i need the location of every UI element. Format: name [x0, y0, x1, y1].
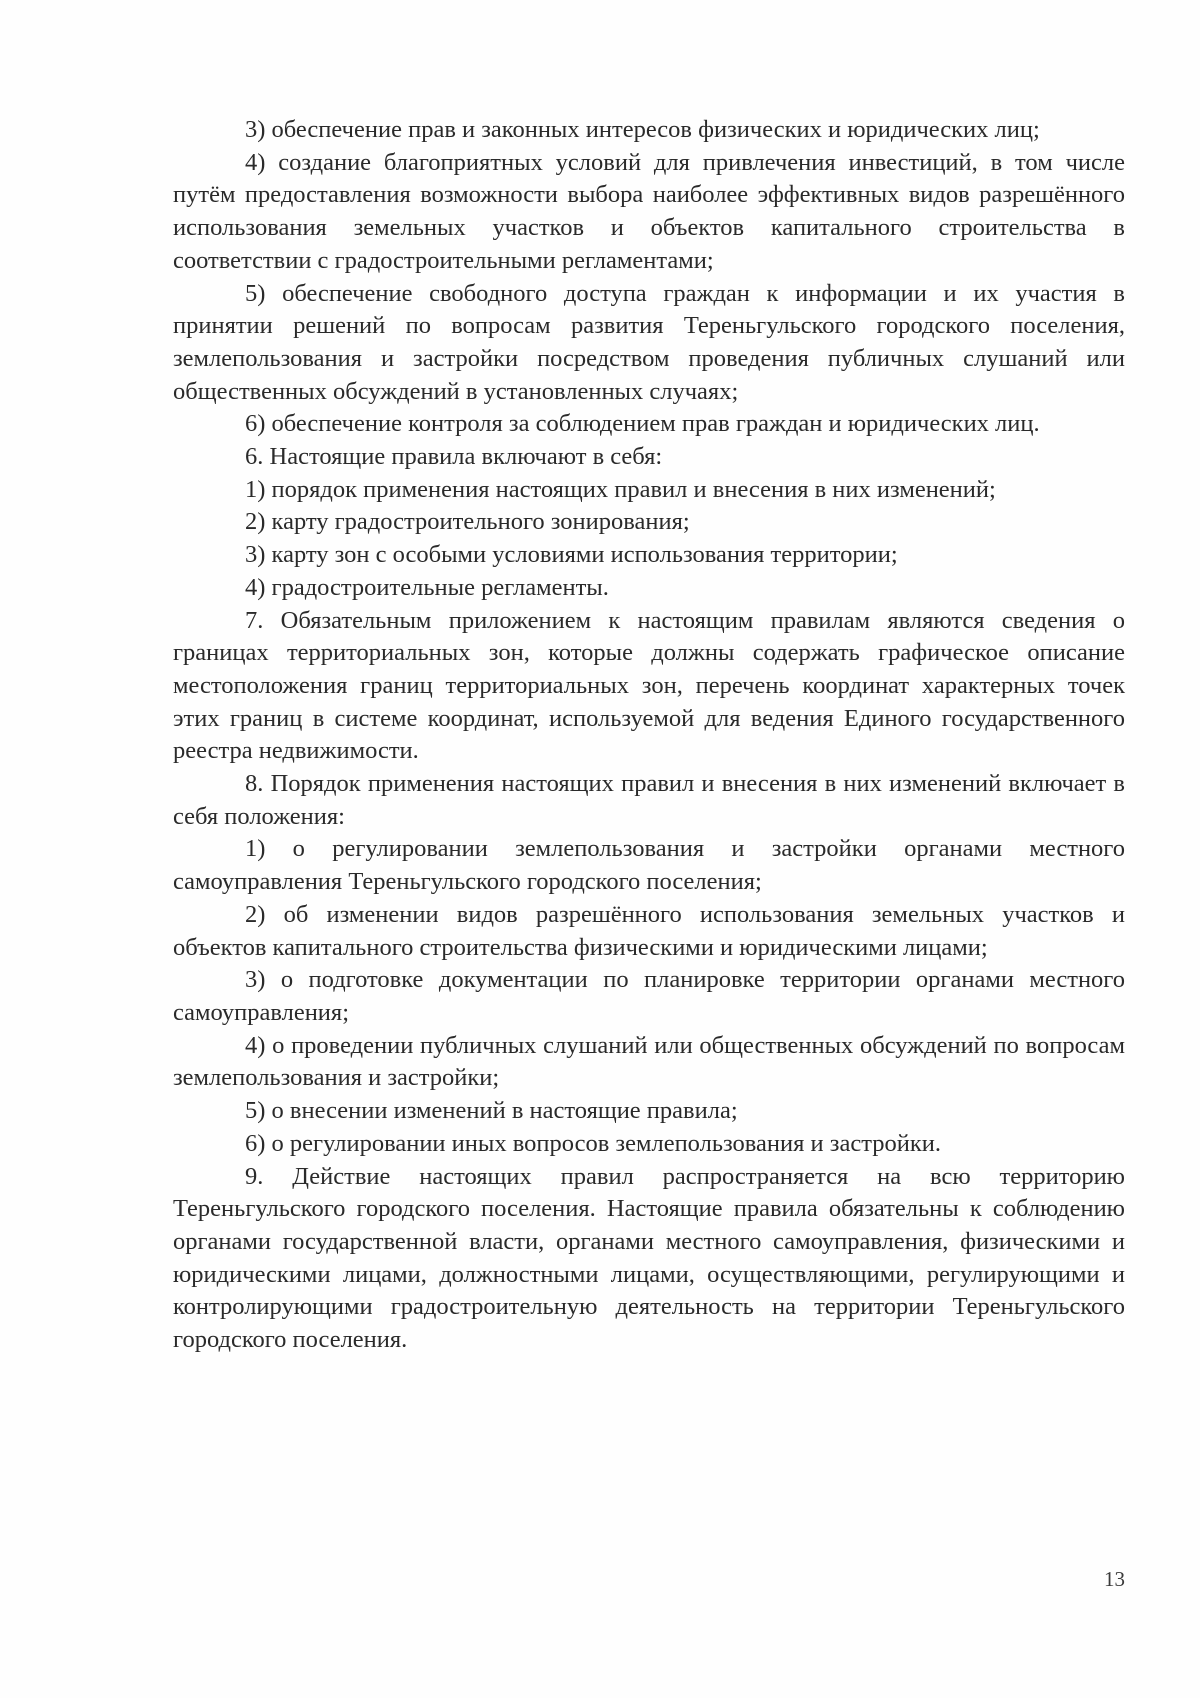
paragraph-section-8-item-5: 5) о внесении изменений в настоящие правила;	[245, 1097, 738, 1125]
paragraph-section-8-item-4: 4) о проведении публичных слушаний или общественных обсуждений по вопросам землепользования и застройки;	[173, 1031, 1125, 1092]
paragraph-item-5-public-access: 5) обеспечение свободного доступа граждан к информации и их участия в принятии решений по вопросам развития Тереньгульского городского поселения, землепользования и застройки посредством проведения публичных слушаний или общественных обсуждений в установленных случаях;	[173, 279, 1125, 405]
paragraph-section-6-item-3: 3) карту зон с особыми условиями использования территории;	[245, 541, 898, 569]
paragraph-section-6-item-1: 1) порядок применения настоящих правил и внесения в них изменений;	[245, 475, 996, 503]
paragraph-section-8-item-2: 2) об изменении видов разрешённого использования земельных участков и объектов капитального строительства физическими и юридическими лицами;	[173, 900, 1125, 961]
page-number: 13	[1104, 1567, 1125, 1591]
paragraph-section-6-item-2: 2) карту градостроительного зонирования;	[245, 508, 690, 536]
paragraph-item-6-control: 6) обеспечение контроля за соблюдением прав граждан и юридических лиц.	[245, 410, 1040, 438]
paragraph-section-6: 6. Настоящие правила включают в себя:	[245, 443, 663, 471]
paragraph-section-8-item-3: 3) о подготовке документации по планировке территории органами местного самоуправления;	[173, 966, 1125, 1026]
paragraph-section-8-item-6: 6) о регулировании иных вопросов землепользования и застройки.	[245, 1129, 941, 1157]
paragraph-item-4-investments: 4) создание благоприятных условий для привлечения инвестиций, в том числе путём предоставления возможности выбора наиболее эффективных видов разрешённого использования земельных участков и объектов капитального строительства в соответствии с градостроительными регламентами;	[173, 148, 1125, 274]
paragraph-section-7: 7. Обязательным приложением к настоящим правилам являются сведения о границах территориальных зон, которые должны содержать графическое описание местоположения границ территориальных зон, перечень координат характерных точек этих границ в системе координат, используемой для ведения Единого государственного реестра недвижимости.	[173, 606, 1125, 765]
paragraph-section-8-item-1: 1) о регулировании землепользования и застройки органами местного самоуправления Тереньгульского городского поселения;	[173, 835, 1125, 896]
document-body	[173, 114, 1125, 1357]
paragraph-section-8: 8. Порядок применения настоящих правил и внесения в них изменений включает в себя положения:	[173, 770, 1125, 830]
paragraph-item-3-rights: 3) обеспечение прав и законных интересов физических и юридических лиц;	[245, 116, 1040, 143]
paragraph-section-6-item-4: 4) градостроительные регламенты.	[245, 573, 609, 601]
paragraph-section-9: 9. Действие настоящих правил распространяется на всю территорию Тереньгульского городского поселения. Настоящие правила обязательны к соблюдению органами государственной власти, органами местного самоуправления, физическими и юридическими лицами, должностными лицами, осуществляющими, регулирующими и контролирующими градостроительную деятельность на территории Тереньгульского городского поселения.	[173, 1162, 1125, 1354]
